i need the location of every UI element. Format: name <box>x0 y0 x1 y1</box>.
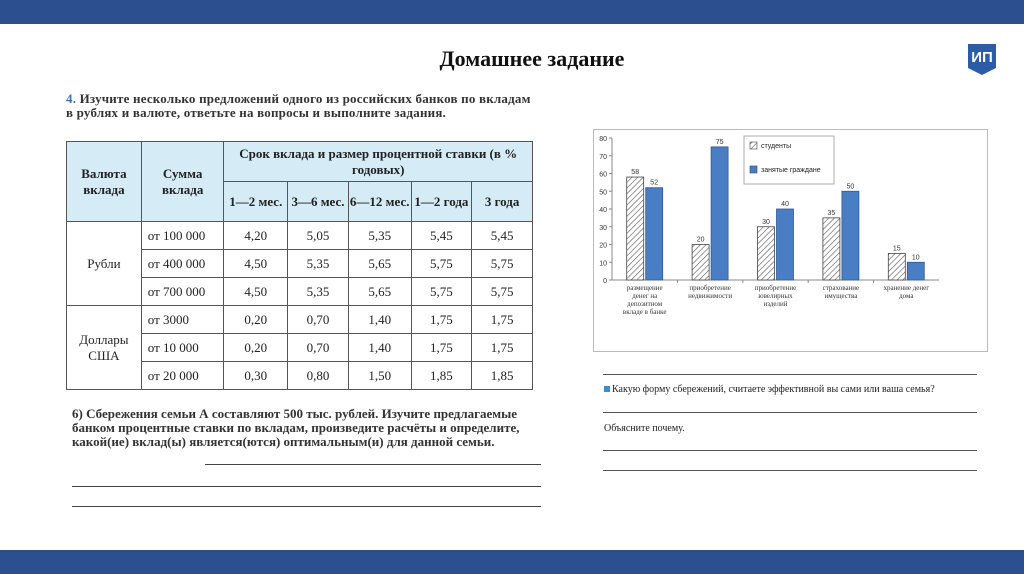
task-6-text: 6) Сбережения семьи А составляют 500 тыс. рублей. Изучите предлагаемые банком процентные ставки по вкладам, произведите расчёты и определите, какой(ие) вклад(ы) является(ются) оптимальным(и) для данной семьи. <box>72 406 520 449</box>
legend-label: занятые граждане <box>761 167 821 174</box>
data-label: 75 <box>715 138 724 146</box>
category-label: недвижимости <box>688 292 733 300</box>
rate-cell: 1,75 <box>472 306 533 334</box>
bar-students <box>627 177 644 280</box>
category-label: денег на <box>632 292 658 300</box>
category-label: приобретение <box>754 284 797 292</box>
amount-cell: от 700 000 <box>141 278 224 306</box>
data-label: 20 <box>696 236 705 244</box>
rate-cell: 5,05 <box>288 222 349 250</box>
amount-cell: от 100 000 <box>141 222 224 250</box>
rate-cell: 1,75 <box>411 306 472 334</box>
amount-cell: от 400 000 <box>141 250 224 278</box>
rate-cell: 0,20 <box>224 334 288 362</box>
data-label: 15 <box>892 245 901 253</box>
y-tick-label: 30 <box>599 224 607 232</box>
bar-students <box>823 218 840 280</box>
legend-swatch <box>750 166 757 173</box>
task-4-number: 4. <box>66 91 77 106</box>
header-term: 3 года <box>472 182 533 222</box>
category-label: депозитном <box>627 300 663 308</box>
rate-cell: 5,75 <box>411 250 472 278</box>
rate-cell: 1,75 <box>472 334 533 362</box>
answer-line <box>72 486 541 487</box>
category-label: ювелирных <box>758 292 793 300</box>
category-label: размещение <box>626 284 663 292</box>
answer-line <box>205 464 541 465</box>
rate-cell: 0,80 <box>288 362 349 390</box>
y-tick-label: 50 <box>599 189 607 197</box>
header-term: 6—12 мес. <box>348 182 411 222</box>
y-tick-label: 60 <box>599 171 607 179</box>
rate-cell: 5,45 <box>472 222 533 250</box>
rate-cell: 1,40 <box>348 306 411 334</box>
answer-line <box>603 450 977 451</box>
rate-cell: 1,85 <box>411 362 472 390</box>
data-label: 10 <box>911 254 920 262</box>
chart-frame <box>593 129 988 352</box>
y-tick-label: 40 <box>599 207 607 214</box>
amount-cell: от 3000 <box>141 306 224 334</box>
rate-cell: 1,40 <box>348 334 411 362</box>
header-amount: Сумма вклада <box>141 142 224 222</box>
page-title: Домашнее задание <box>439 46 625 71</box>
answer-line <box>603 470 977 471</box>
bar-employed <box>646 188 663 280</box>
rate-cell: 5,65 <box>348 250 411 278</box>
header-term: 1—2 мес. <box>224 182 288 222</box>
rate-cell: 4,50 <box>224 250 288 278</box>
rate-cell: 0,70 <box>288 334 349 362</box>
currency-cell: Доллары США <box>67 306 142 390</box>
bar-students <box>758 227 775 280</box>
rate-cell: 1,85 <box>472 362 533 390</box>
y-tick-label: 10 <box>599 260 607 268</box>
rate-cell: 0,20 <box>224 306 288 334</box>
bar-employed <box>907 262 924 280</box>
header-term-group: Срок вклада и размер процентной ставки (в % годовых) <box>224 142 533 182</box>
answer-line <box>72 506 541 507</box>
question-form <box>604 384 935 395</box>
rate-cell: 1,75 <box>411 334 472 362</box>
amount-cell: от 10 000 <box>141 334 224 362</box>
rate-cell: 0,30 <box>224 362 288 390</box>
data-label: 58 <box>631 169 640 177</box>
rate-cell: 1,50 <box>348 362 411 390</box>
category-label: вкладе в банке <box>622 308 667 316</box>
bullet-icon <box>604 386 610 392</box>
data-label: 40 <box>781 201 789 208</box>
table-row <box>67 306 533 334</box>
category-label: дома <box>899 292 914 300</box>
savings-chart <box>594 130 987 351</box>
rate-cell: 5,45 <box>411 222 472 250</box>
bar-employed <box>842 191 859 280</box>
rate-cell: 5,35 <box>288 250 349 278</box>
bar-employed <box>777 209 794 280</box>
y-tick-label: 80 <box>599 136 607 143</box>
question-form-text: Какую форму сбережений, считаете эффективной вы сами или ваша семья? <box>612 384 935 395</box>
rate-cell: 5,75 <box>472 278 533 306</box>
category-label: изделий <box>763 300 788 308</box>
rate-cell: 5,65 <box>348 278 411 306</box>
data-label: 35 <box>827 209 836 217</box>
explain-why-text: Объясните почему. <box>604 423 685 434</box>
table-row <box>67 222 533 250</box>
rate-cell: 5,75 <box>472 250 533 278</box>
top-bar <box>0 0 1024 24</box>
y-tick-label: 0 <box>603 278 607 285</box>
category-label: хранение денег <box>883 284 930 292</box>
deposit-table <box>66 141 533 390</box>
header-currency: Валюта вклада <box>67 142 142 222</box>
rate-cell: 0,70 <box>288 306 349 334</box>
rate-cell: 5,35 <box>348 222 411 250</box>
data-label: 30 <box>762 218 770 226</box>
category-label: страхование <box>822 284 860 292</box>
header-term: 1—2 года <box>411 182 472 222</box>
rate-cell: 5,75 <box>411 278 472 306</box>
legend-label: студенты <box>761 143 792 150</box>
answer-line <box>603 374 977 375</box>
logo-text: ИП <box>971 49 993 66</box>
header-term: 3—6 мес. <box>288 182 349 222</box>
logo-icon <box>962 38 1002 78</box>
amount-cell: от 20 000 <box>141 362 224 390</box>
task-4-text: Изучите несколько предложений одного из российских банков по вкладам в рублях и валюте, ответьте на вопросы и выполните задания. <box>66 91 531 120</box>
data-label: 50 <box>846 183 855 191</box>
bottom-bar <box>0 550 1024 574</box>
bar-students <box>692 245 709 281</box>
answer-line <box>603 412 977 413</box>
rate-cell: 5,35 <box>288 278 349 306</box>
currency-cell: Рубли <box>67 222 142 306</box>
category-label: имущества <box>824 292 858 300</box>
bar-students <box>888 253 905 280</box>
y-tick-label: 20 <box>599 242 607 250</box>
task-4 <box>66 92 536 120</box>
data-label: 52 <box>650 179 659 187</box>
category-label: приобретение <box>689 284 731 292</box>
y-tick-label: 70 <box>599 153 607 161</box>
rate-cell: 4,50 <box>224 278 288 306</box>
bar-employed <box>711 147 728 280</box>
legend-swatch <box>750 142 757 149</box>
rate-cell: 4,20 <box>224 222 288 250</box>
